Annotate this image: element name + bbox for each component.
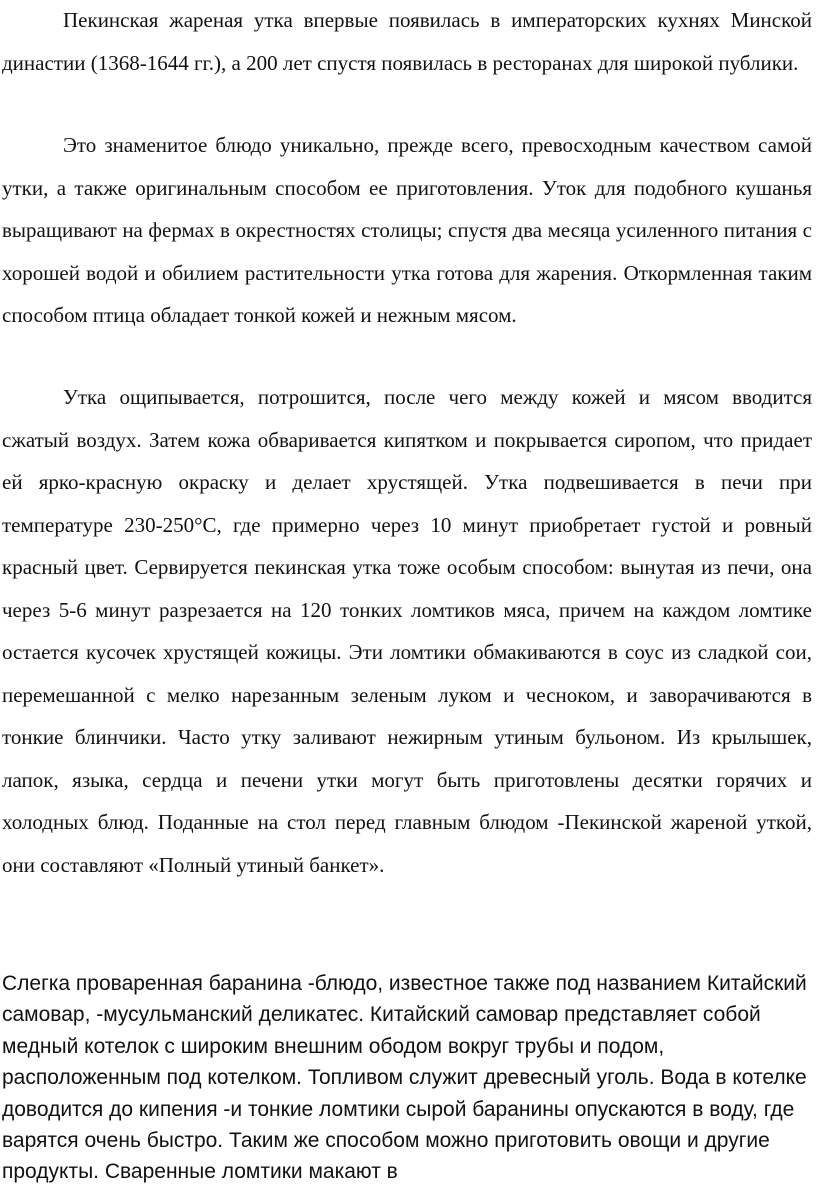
paragraph-text: Пекинская жареная утка впервые появилась в императорских кухнях Минской династии (1368-1644 гг.), а 200 лет спустя появилась в ресторанах для широкой публики.: [2, 8, 812, 75]
paragraph-text: Это знаменитое блюдо уникально, прежде всего, превосходным качеством самой утки, а также оригинальным способом ее приготовления. Уток для подобного кушанья выращивают на фермах в окрестностях столицы; спустя два месяца усиленного питания с хорошей водой и обилием растительности утка готова для жарения. Откормленная таким способом птица обладает тонкой кожей и нежным мясом.: [2, 133, 812, 327]
paragraph-duck-quality: [2, 124, 812, 337]
paragraph-peking-duck-history: [2, 0, 812, 84]
paragraph-duck-preparation: [2, 376, 812, 886]
paragraph-mutton-samovar: Слегка проваренная баранина -блюдо, известное также под названием Китайский самовар, -мусульманский деликатес. Китайский самовар представляет собой медный котелок с широким внешним ободом вокруг трубы и подом, расположенным под котелком. Топливом служит древесный уголь. Вода в котелке доводится до кипения -и тонкие ломтики сырой баранины опускаются в воду, где варятся очень быстро. Таким же способом можно приготовить овощи и другие продукты. Сваренные ломтики макают в: [2, 972, 807, 1184]
paragraph-text: Утка ощипывается, потрошится, после чего между кожей и мясом вводится сжатый воздух. Затем кожа обваривается кипятком и покрывается сиропом, что придает ей ярко-красную окраску и делает хрустящей. Утка подвешивается в печи при температуре 230-250°C, где примерно через 10 минут приобретает густой и ровный красный цвет. Сервируется пекинская утка тоже особым способом: вынутая из печи, она через 5-6 минут разрезается на 120 тонких ломтиков мяса, причем на каждом ломтике остается кусочек хрустящей кожицы. Эти ломтики обмакиваются в соус из сладкой сои, перемешанной с мелко нарезанным зеленым луком и чесноком, и заворачиваются в тонкие блинчики. Часто утку заливают нежирным утиным бульоном. Из крылышек, лапок, языка, сердца и печени утки могут быть приготовлены десятки горячих и холодных блюд. Поданные на стол перед главным блюдом -Пекинской жареной уткой, они составляют «Полный утиный банкет».: [2, 385, 812, 877]
